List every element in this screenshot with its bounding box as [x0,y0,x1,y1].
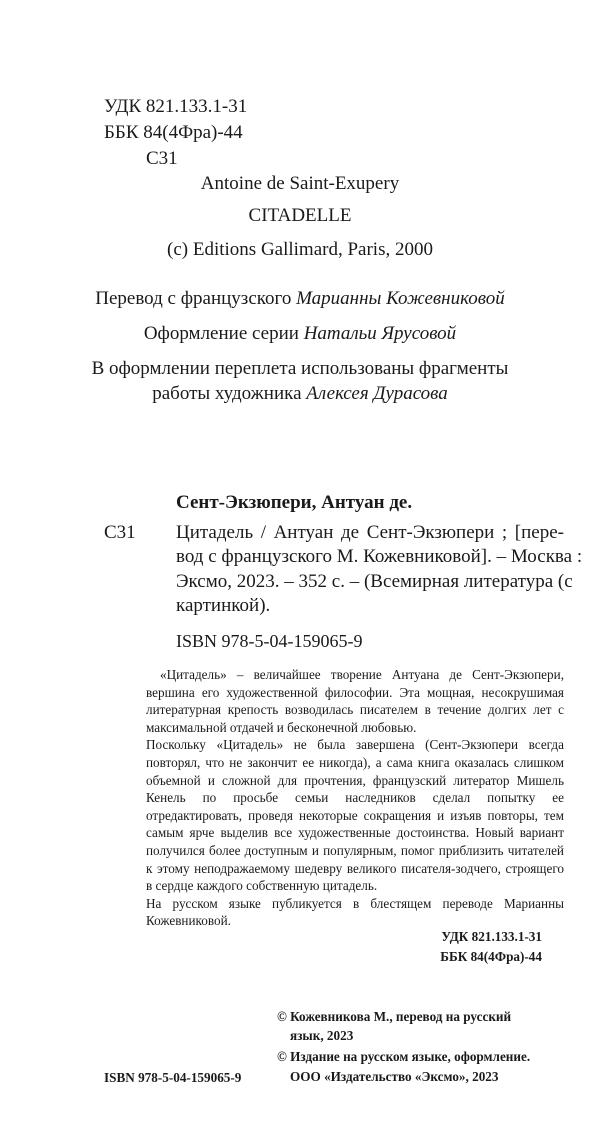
copyright-edition-line1: © Издание на русском языке, оформление. [277,1049,531,1064]
catalog-line-4: картинкой). [176,595,271,616]
catalog-line-1: Цитадель / Антуан де Сент-Экзюпери ; [пере- [176,522,564,543]
catalog-isbn: ISBN 978-5-04-159065-9 [176,631,363,651]
series-design-prefix: Оформление серии [143,323,299,344]
copyright-translation-line1: © Кожевникова М., перевод на русский [277,1009,512,1024]
original-copyright: (c) Editions Gallimard, Paris, 2000 [167,239,433,260]
copyright-edition-line2: ООО «Издательство «Эксмо», 2023 [290,1069,499,1084]
annotation-paragraph-1: «Цитадель» – величайшее творение Антуана де Сент-Экзюпери, вершина его художественной философии. Эта мощная, несокрушимая литературная крепость возводилась писателем в течение долгих лет с максимальной отдачей и бесконечной любовью. [146,667,564,735]
cover-credit-line2 [60,382,540,405]
isbn-imprint: ISBN 978-5-04-159065-9 [104,1070,242,1085]
bbk-code-bottom: ББК 84(4Фра)-44 [440,949,542,964]
original-author: Antoine de Saint-Exupery [200,173,400,194]
catalog-line-3: Эксмо, 2023. – 352 с. – (Всемирная литература (с [176,571,573,592]
series-design-credit [60,322,540,345]
translation-credit [60,287,540,310]
annotation-paragraph-2: Поскольку «Цитадель» не была завершена (Сент-Экзюпери всегда повторял, что не закончит ее никогда), а сама книга оказалась слишком объемной и сложной для прочтения, французский литератор Мишель Кенель по просьбе семьи наследников сделал попытку ее отредактировать, проведя некоторые сокращения и изъяв повторы, тем самым ярче выделив все художественные достоинства. Новый вариант получился более доступным и популярным, помог приблизить читателей к этому неподражаемому шедевру великого писателя-зодчего, строящего в сердце каждого собственную цитадель. [146,737,564,894]
bbk-code: ББК 84(4Фра)-44 [104,122,243,143]
catalog-line-2: вод с французского М. Кожевниковой]. – Москва : [176,546,583,567]
copyright-translation-line2: язык, 2023 [290,1028,354,1043]
annotation [146,666,564,930]
catalog-sign: С31 [104,522,136,543]
catalog-heading: Сент-Экзюпери, Антуан де. [176,492,413,513]
cover-credit-prefix: работы художника [152,383,302,404]
series-designer-name: Натальи Ярусовой [303,323,457,344]
translator-name: Марианны Кожевниковой [296,288,505,309]
cover-credit-line1: В оформлении переплета использованы фрагменты [91,358,509,379]
udk-code: УДК 821.133.1-31 [104,96,248,117]
cover-artist-name: Алексея Дурасова [306,383,448,404]
original-title: CITADELLE [248,205,352,226]
author-sign: С31 [146,148,178,169]
udk-code-bottom: УДК 821.133.1-31 [441,929,542,944]
annotation-paragraph-3: На русском языке публикуется в блестящем переводе Марианны Кожевниковой. [146,895,564,929]
translation-prefix: Перевод с французского [95,288,292,309]
